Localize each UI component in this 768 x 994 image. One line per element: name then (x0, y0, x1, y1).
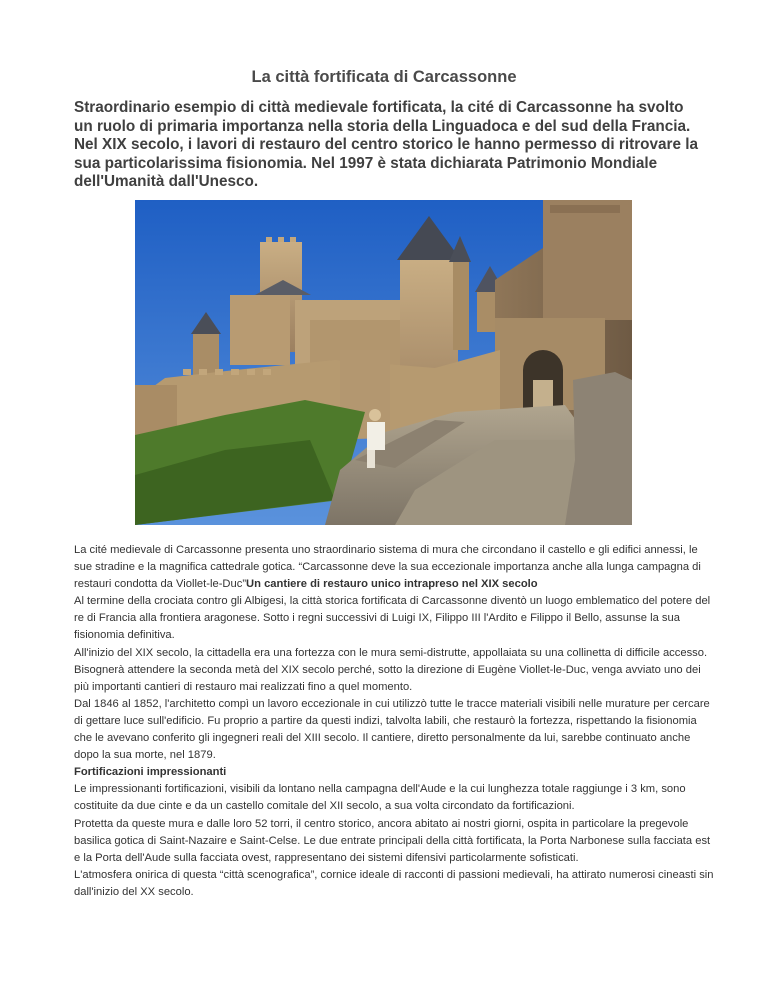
carcassonne-photo (135, 200, 632, 525)
paragraph-7: L'atmosfera onirica di questa “città scenografica”, cornice ideale di racconti di passioni medievali, ha attirato numerosi cineasti sin dall'inizio del XX secolo. (74, 868, 714, 898)
lead-paragraph: Straordinario esempio di città medievale fortificata, la cité di Carcassonne ha svolto un ruolo di primaria importanza nella storia della Linguadoca e del sud della Francia. Nel XIX secolo, i lavori di restauro del centro storico le hanno permesso di ritrovare la sua particolarissima fisionomia. Nel 1997 è stata dichiarata Patrimonio Mondiale dell'Umanità dall'Unesco. (74, 99, 698, 190)
paragraph-1: La cité medievale di Carcassonne presenta uno straordinario sistema di mura che circondano il castello e gli edifici annessi, le sue stradine e la magnifica cattedrale gotica. “Carcassonne deve la sua eccezionale importanza anche alla lunga campagna di restauri condotta da Viollet-le-Duc”Un cantiere di restauro unico intrapreso nel XIX secolo (74, 544, 701, 591)
paragraph-3: All'inizio del XIX secolo, la cittadella era una fortezza con le mura semi-distrutte, appollaiata su una collinetta di difficile accesso. Bisognerà attendere la seconda metà del XIX secolo perché, sotto la direzione di Eugène Viollet-le-Duc, venga avviato uno dei più importanti cantieri di restauro mai realizzati fino a quel momento. (74, 646, 708, 693)
section-heading-restauro: Un cantiere di restauro unico intrapreso nel XIX secolo (246, 578, 538, 591)
paragraph-4: Dal 1846 al 1852, l'architetto compì un lavoro eccezionale in cui utilizzò tutte le tracce materiali visibili nelle murature per cercare di gettare luce sull'edificio. Fu proprio a partire da questi indizi, talvolta labili, che restaurò la fortezza, rispettando la fisionomia che le avevano conferito gli ingegneri reali del XIII secolo. Il cantiere, diretto personalmente da lui, sarebbe continuato anche dopo la sua morte, nel 1879. (74, 697, 710, 762)
article-body (74, 542, 714, 901)
paragraph-6: Protetta da queste mura e dalle loro 52 torri, il centro storico, ancora abitato ai nostri giorni, ospita in particolare la pregevole basilica gotica di Saint-Nazaire e Saint-Celse. Le due entrate principali della città fortificata, la Porta Narbonese sulla facciata est e la Porta dell'Aude sulla facciata ovest, rappresentano dei sistemi difensivi particolarmente sofisticati. (74, 817, 711, 864)
paragraph-2: Al termine della crociata contro gli Albigesi, la città storica fortificata di Carcassonne diventò un luogo emblematico del potere del re di Francia alla frontiera aragonese. Sotto i regni successivi di Luigi IX, Filippo III l'Ardito e Filippo il Bello, assunse la sua fisionomia definitiva. (74, 595, 711, 642)
section-heading-fortificazioni: Fortificazioni impressionanti (74, 766, 227, 779)
paragraph-5: Le impressionanti fortificazioni, visibili da lontano nella campagna dell'Aude e la cui lunghezza totale raggiunge i 3 km, sono costituite da due cinte e da un castello comitale del XII secolo, a sua volta circondato da fortificazioni. (74, 783, 686, 813)
page-title: La città fortificata di Carcassonne (251, 68, 517, 86)
